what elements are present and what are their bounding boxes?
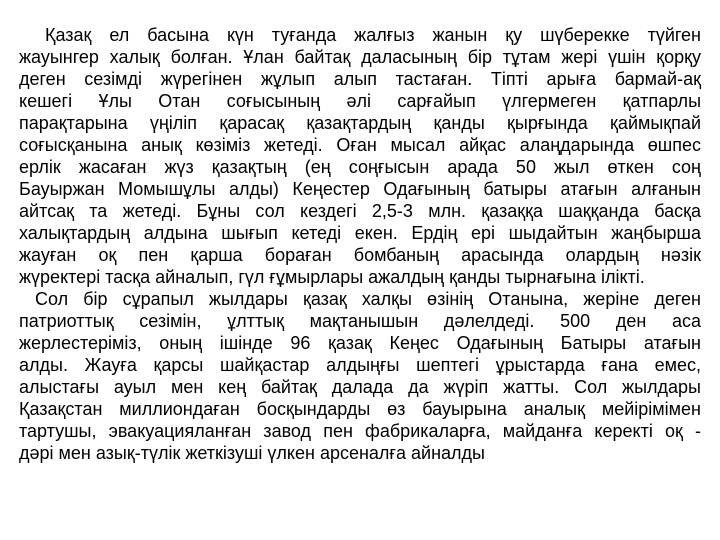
text-line: деген сезімді жүрегінен жұлып алып тастаған. Тіпті арыға бармай-ақ [19,69,701,89]
text-line: Сол бір сұрапыл жылдары қазақ халқы өзінің Отанына, жеріне деген [35,289,701,309]
text-line: патриоттық сезімін, ұлттық мақтанышын дәлелдеді. 500 ден аса [19,311,701,331]
text-line: соғысқанына анық көзіміз жетеді. Оған мысал айқас алаңдарында өшпес [19,135,701,155]
text-line: тартушы, эвакуацияланған завод пен фабрикаларға, майданға керекті оқ - [19,421,701,441]
text-line: халықтардың алдына шығып кетеді екен. Ердің ері шыдайтын жаңбырша [19,223,701,243]
text-line: алды. Жауға қарсы шайқастар алдыңғы шептегі ұрыстарда ғана емес, [19,355,701,375]
text-line: ерлік жасаған жүз қазақтың (ең соңғысын арада 50 жыл өткен соң [19,157,701,177]
text-line: Қазақ ел басына күн туғанда жалғыз жанын қу шүберекке түйген [45,25,701,45]
text-line: жауған оқ пен қарша бораған бомбаның арасында олардың нәзік [19,245,701,265]
text-line: дәрі мен азық-түлік жеткізуші үлкен арсеналға айналды [19,443,485,463]
text-line: Қазақстан миллиондаған босқындарды өз бауырына аналық мейірімімен [19,399,701,419]
paragraph [19,24,701,288]
text-line: алыстағы ауыл мен кең байтақ далада да жүріп жатты. Сол жылдары [19,377,701,397]
text-line: Бауыржан Момышұлы алды) Кеңестер Одағының батыры атағын алғанын [19,179,701,199]
paragraph [19,288,701,464]
text-line: кешегі Ұлы Отан соғысының әлі сарғайып үлгермеген қатпарлы [19,91,701,111]
text-line: жүректері тасқа айналып, гүл ғұмырлары ажалдың қанды тырнағына ілікті. [19,267,645,287]
text-line: жерлестеріміз, оның ішінде 96 қазақ Кеңес Одағының Батыры атағын [19,333,701,353]
body-text [19,24,701,464]
text-line: айтсақ та жетеді. Бұны сол кездегі 2,5-3 млн. қазаққа шаққанда басқа [19,201,701,221]
text-line: парақтарына үңіліп қарасақ қазақтардың қанды қырғында қаймықпай [19,113,701,133]
text-line: жауынгер халық болған. Ұлан байтақ даласының бір тұтам жері үшін қорқу [19,47,701,67]
